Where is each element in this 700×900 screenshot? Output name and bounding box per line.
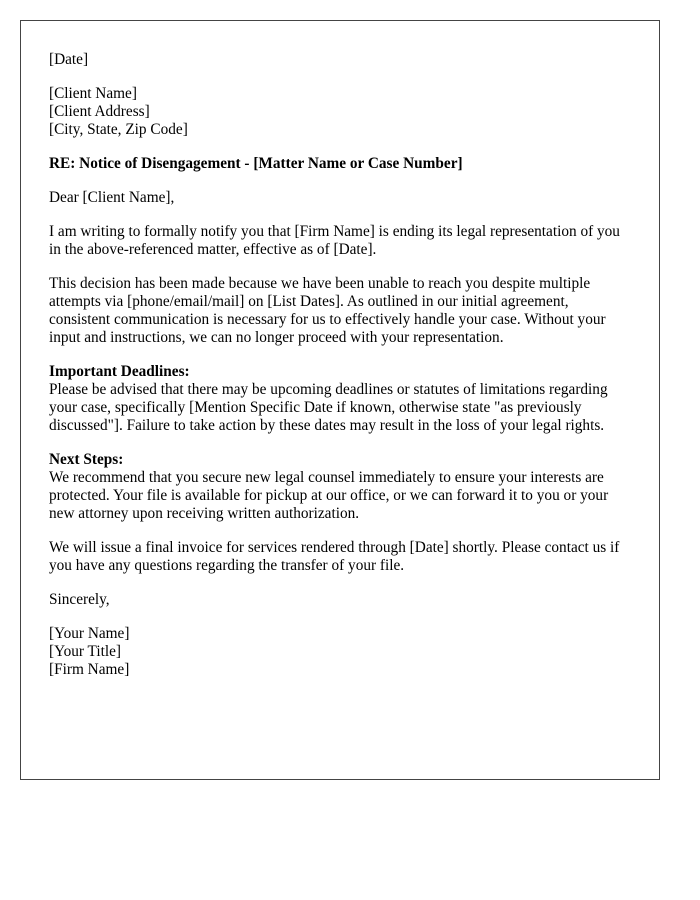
closing: Sincerely, [49, 591, 110, 608]
next-steps-heading: Next Steps: [49, 451, 124, 468]
paragraph-reason: This decision has been made because we have been unable to reach you despite multiple attempts via [phone/email/mail] on [List Dates]. As outlined in our initial agreement, consistent communication is necessary for us to effectively handle your case. Without your input and instructions, we can no longer proceed with your representation. [49, 275, 606, 346]
signature-firm: [Firm Name] [49, 661, 130, 678]
next-steps-section [49, 451, 631, 523]
deadlines-body: Please be advised that there may be upcoming deadlines or statutes of limitations regarding your case, specifically [Mention Specific Date if known, otherwise state "as previously discussed"]. Failure to take action by these dates may result in the loss of your legal rights. [49, 381, 608, 434]
signature-block [49, 625, 631, 679]
letter-page [20, 20, 660, 780]
signature-name: [Your Name] [49, 625, 130, 642]
letter-date: [Date] [49, 51, 89, 68]
subject-line: RE: Notice of Disengagement - [Matter Name or Case Number] [49, 155, 463, 172]
recipient-name: [Client Name] [49, 85, 137, 102]
paragraph-notice: I am writing to formally notify you that [Firm Name] is ending its legal representation of you in the above-referenced matter, effective as of [Date]. [49, 223, 620, 258]
recipient-city-state-zip: [City, State, Zip Code] [49, 121, 188, 138]
deadlines-section [49, 363, 631, 435]
recipient-address: [Client Address] [49, 103, 150, 120]
paragraph-final: We will issue a final invoice for services rendered through [Date] shortly. Please contact us if you have any questions regarding the transfer of your file. [49, 539, 620, 574]
deadlines-heading: Important Deadlines: [49, 363, 190, 380]
signature-title: [Your Title] [49, 643, 121, 660]
recipient-block [49, 85, 631, 139]
salutation: Dear [Client Name], [49, 189, 175, 206]
next-steps-body: We recommend that you secure new legal counsel immediately to ensure your interests are protected. Your file is available for pickup at our office, or we can forward it to you or your new attorney upon receiving written authorization. [49, 469, 609, 522]
